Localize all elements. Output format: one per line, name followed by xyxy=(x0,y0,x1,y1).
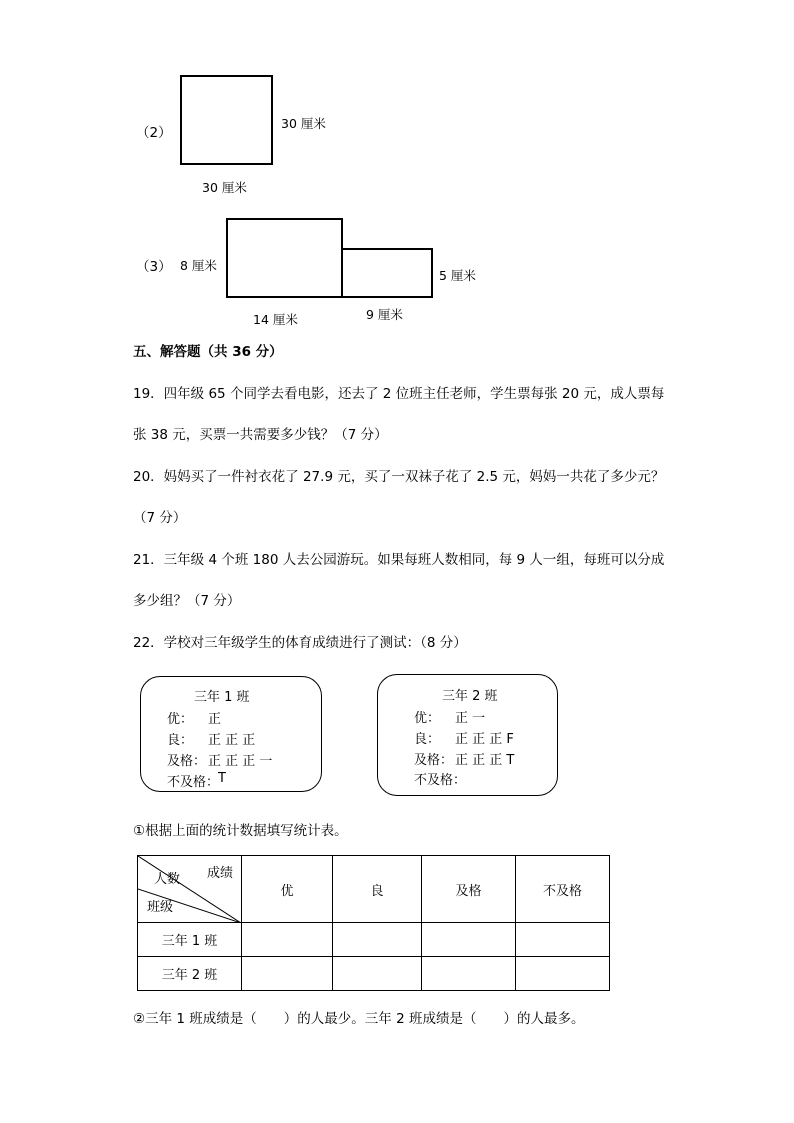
tally-class2-row-marks: 正 一 xyxy=(455,711,486,726)
question-20-line2: （7 分） xyxy=(133,510,187,526)
fill-in-question: ②三年 1 班成绩是（ ）的人最少。三年 2 班成绩是（ ）的人最多。 xyxy=(133,1011,585,1027)
answer-cell[interactable] xyxy=(242,957,333,991)
question-19-line1: 19．四年级 65 个同学去看电影，还去了 2 位班主任老师，学生票每张 20 元，成人票每 xyxy=(133,386,665,402)
small-rect-height-label: 5 厘米 xyxy=(439,268,476,283)
row-header: 三年 1 班 xyxy=(138,923,242,957)
header-count-label: 人数 xyxy=(154,872,181,887)
tally-class1-title: 三年 1 班 xyxy=(194,690,250,705)
question-20-line1: 20．妈妈买了一件衬衣花了 27.9 元，买了一双袜子花了 2.5 元，妈妈一共花了多少元？ xyxy=(133,469,665,485)
answer-cell[interactable] xyxy=(422,923,516,957)
tally-class2-row-marks: 正 正 正 T xyxy=(455,753,515,768)
answer-cell[interactable] xyxy=(516,957,610,991)
tally-class2-row-marks: 正 正 正 F xyxy=(455,732,514,747)
tally-class2-row-label: 良： xyxy=(414,732,441,747)
question-22-line1: 22．学校对三年级学生的体育成绩进行了测试：（8 分） xyxy=(133,635,467,651)
figure-2-number: （2） xyxy=(136,125,172,141)
column-header: 不及格 xyxy=(516,856,610,923)
question-21-line2: 多少组？（7 分） xyxy=(133,593,241,609)
column-header: 及格 xyxy=(422,856,516,923)
tally-class1-row-marks: 正 正 正 xyxy=(208,733,256,748)
table-instruction: ①根据上面的统计数据填写统计表。 xyxy=(133,823,348,839)
diagonal-header-cell xyxy=(138,856,242,923)
row-header: 三年 2 班 xyxy=(138,957,242,991)
tally-class1-row-marks: 正 正 正 一 xyxy=(208,754,273,769)
figure-3-number: （3） xyxy=(136,259,172,275)
column-header: 优 xyxy=(242,856,333,923)
tally-class2-row-label: 不及格： xyxy=(414,773,467,788)
tally-class2-row-label: 及格： xyxy=(414,753,454,768)
table-header-row xyxy=(138,856,610,923)
square-figure xyxy=(180,75,273,165)
answer-cell[interactable] xyxy=(333,957,422,991)
table-row xyxy=(138,957,610,991)
header-score-label: 成绩 xyxy=(206,866,233,881)
answer-cell[interactable] xyxy=(422,957,516,991)
tally-class1-row-marks: T xyxy=(218,771,226,786)
tally-class2-title: 三年 2 班 xyxy=(442,689,498,704)
tally-class1-row-label: 及格： xyxy=(167,754,207,769)
tally-class2-row-label: 优： xyxy=(414,711,441,726)
small-rectangle xyxy=(341,248,433,298)
small-rect-width-label: 9 厘米 xyxy=(366,307,403,322)
header-class-label: 班级 xyxy=(147,900,174,915)
large-rect-height-label: 8 厘米 xyxy=(180,258,217,273)
square-bottom-label: 30 厘米 xyxy=(202,180,247,195)
answer-cell[interactable] xyxy=(242,923,333,957)
tally-class1-row-label: 不及格： xyxy=(167,775,220,790)
answer-cell[interactable] xyxy=(333,923,422,957)
tally-class1-row-label: 良： xyxy=(167,733,194,748)
tally-class1-row-label: 优： xyxy=(167,712,194,727)
section-title: 五、解答题（共 36 分） xyxy=(133,344,283,360)
question-19-line2: 张 38 元，买票一共需要多少钱？（7 分） xyxy=(133,427,388,443)
large-rectangle xyxy=(226,218,343,298)
large-rect-width-label: 14 厘米 xyxy=(253,312,298,327)
question-21-line1: 21．三年级 4 个班 180 人去公园游玩。如果每班人数相同，每 9 人一组，每班可以分成 xyxy=(133,552,665,568)
table-row xyxy=(138,923,610,957)
tally-class1-row-marks: 正 xyxy=(208,712,222,727)
statistics-table xyxy=(137,855,610,991)
column-header: 良 xyxy=(333,856,422,923)
answer-cell[interactable] xyxy=(516,923,610,957)
square-side-label: 30 厘米 xyxy=(281,116,326,131)
